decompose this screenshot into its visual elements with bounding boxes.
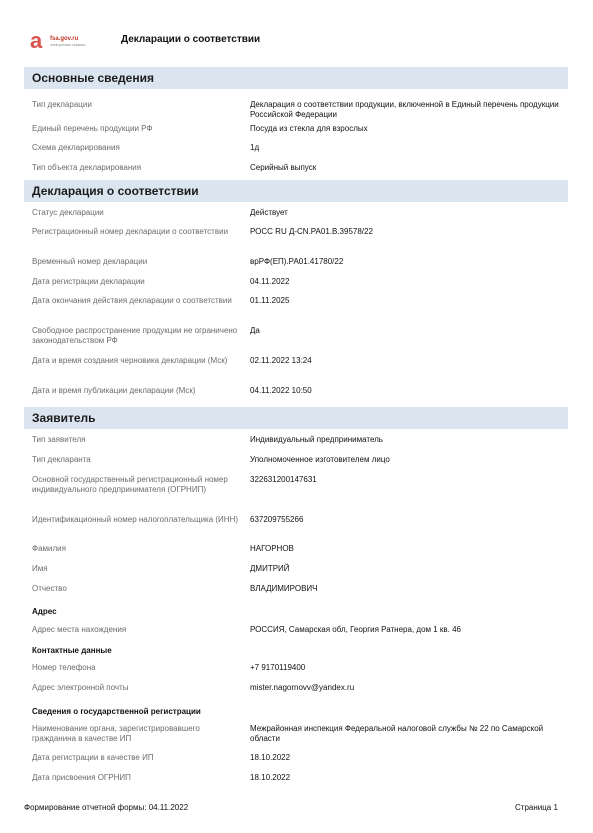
header	[28, 28, 568, 56]
field-label: Дата присвоения ОГРНИП	[32, 773, 131, 782]
field-value: 04.11.2022	[250, 277, 290, 286]
fsa-logo	[28, 28, 103, 56]
field-value: 04.11.2022 10:50	[250, 386, 312, 395]
logo-subtitle: электронные сервисы	[50, 43, 86, 47]
subhead-contacts: Контактные данные	[32, 646, 112, 655]
field-value: Посуда из стекла для взрослых	[250, 124, 368, 133]
field-label: Тип объекта декларирования	[32, 163, 142, 172]
field-value: Да	[250, 326, 260, 335]
report-formed-date: Формирование отчетной формы: 04.11.2022	[24, 803, 189, 812]
field-value: Действует	[250, 208, 288, 217]
field-label: Дата и время публикации декларации (Мск)	[32, 386, 196, 395]
field-label: Основной государственный регистрационный номер индивидуального предпринимателя (ОГРНИП)	[32, 475, 228, 494]
section-title: Декларация о соответствии	[32, 184, 199, 198]
section-title: Заявитель	[32, 411, 96, 425]
field-label: Дата и время создания черновика декларации (Мск)	[32, 356, 228, 365]
field-label: Фамилия	[32, 544, 66, 553]
logo-site: fsa.gov.ru	[50, 36, 79, 42]
section-declaration	[24, 180, 568, 202]
field-label: Схема декларирования	[32, 143, 120, 152]
field-label: Тип декларации	[32, 100, 92, 109]
field-label: Тип заявителя	[32, 435, 86, 444]
field-value: 01.11.2025	[250, 296, 290, 305]
field-value: ДМИТРИЙ	[250, 564, 290, 573]
field-label: Тип декларанта	[32, 455, 91, 464]
field-value: 02.11.2022 13:24	[250, 356, 312, 365]
section-basic	[24, 67, 568, 89]
field-label: Дата регистрации декларации	[32, 277, 145, 286]
field-label: Отчество	[32, 584, 67, 593]
field-value: РОСС RU Д-CN.PA01.B.39578/22	[250, 227, 373, 236]
field-label: Адрес электронной почты	[32, 683, 129, 692]
field-label: Свободное распространение продукции не ограничено законодательством РФ	[32, 326, 238, 345]
logo-mark: a	[30, 28, 43, 53]
field-value: РОССИЯ, Самарская обл, Георгия Ратнера, дом 1 кв. 46	[250, 625, 461, 634]
field-value: mister.nagornovv@yandex.ru	[250, 683, 355, 692]
field-label: Идентификационный номер налогоплательщика (ИНН)	[32, 515, 239, 524]
field-value: Межрайонная инспекция Федеральной налоговой службы № 22 по Самарской области	[250, 724, 544, 743]
section-applicant	[24, 407, 568, 429]
field-value: Серийный выпуск	[250, 163, 317, 172]
page-number: Страница 1	[515, 803, 558, 812]
field-value: Декларация о соответствии продукции, включенной в Единый перечень продукции Российской Федерации	[250, 100, 559, 119]
field-value: 18.10.2022	[250, 753, 291, 762]
field-label: Наименование органа, зарегистрировавшего гражданина в качестве ИП	[32, 724, 200, 743]
field-value: 1д	[250, 143, 260, 152]
field-value: ВЛАДИМИРОВИЧ	[250, 584, 318, 593]
field-label: Регистрационный номер декларации о соответствии	[32, 227, 229, 236]
field-value: 322631200147631	[250, 475, 317, 484]
subhead-state-registration: Сведения о государственной регистрации	[32, 707, 201, 716]
subhead-address: Адрес	[32, 607, 57, 616]
field-value: Уполномоченное изготовителем лицо	[250, 455, 390, 464]
field-label: Статус декларации	[32, 208, 104, 217]
field-label: Имя	[32, 564, 48, 573]
section-title: Основные сведения	[32, 71, 154, 85]
field-value: +7 9170119400	[250, 663, 306, 672]
field-label: Единый перечень продукции РФ	[32, 124, 153, 133]
field-label: Номер телефона	[32, 663, 96, 672]
field-value: Индивидуальный предприниматель	[250, 435, 383, 444]
field-label: Временный номер декларации	[32, 257, 148, 266]
field-value: НАГОРНОВ	[250, 544, 294, 553]
field-value: 18.10.2022	[250, 773, 291, 782]
field-value: 637209755266	[250, 515, 304, 524]
document-title: Декларации о соответствии	[121, 34, 261, 45]
field-label: Дата регистрации в качестве ИП	[32, 753, 154, 762]
field-label: Дата окончания действия декларации о соответствии	[32, 296, 232, 305]
field-value: врРФ(ЕП).РА01.41780/22	[250, 257, 344, 266]
field-label: Адрес места нахождения	[32, 625, 127, 634]
